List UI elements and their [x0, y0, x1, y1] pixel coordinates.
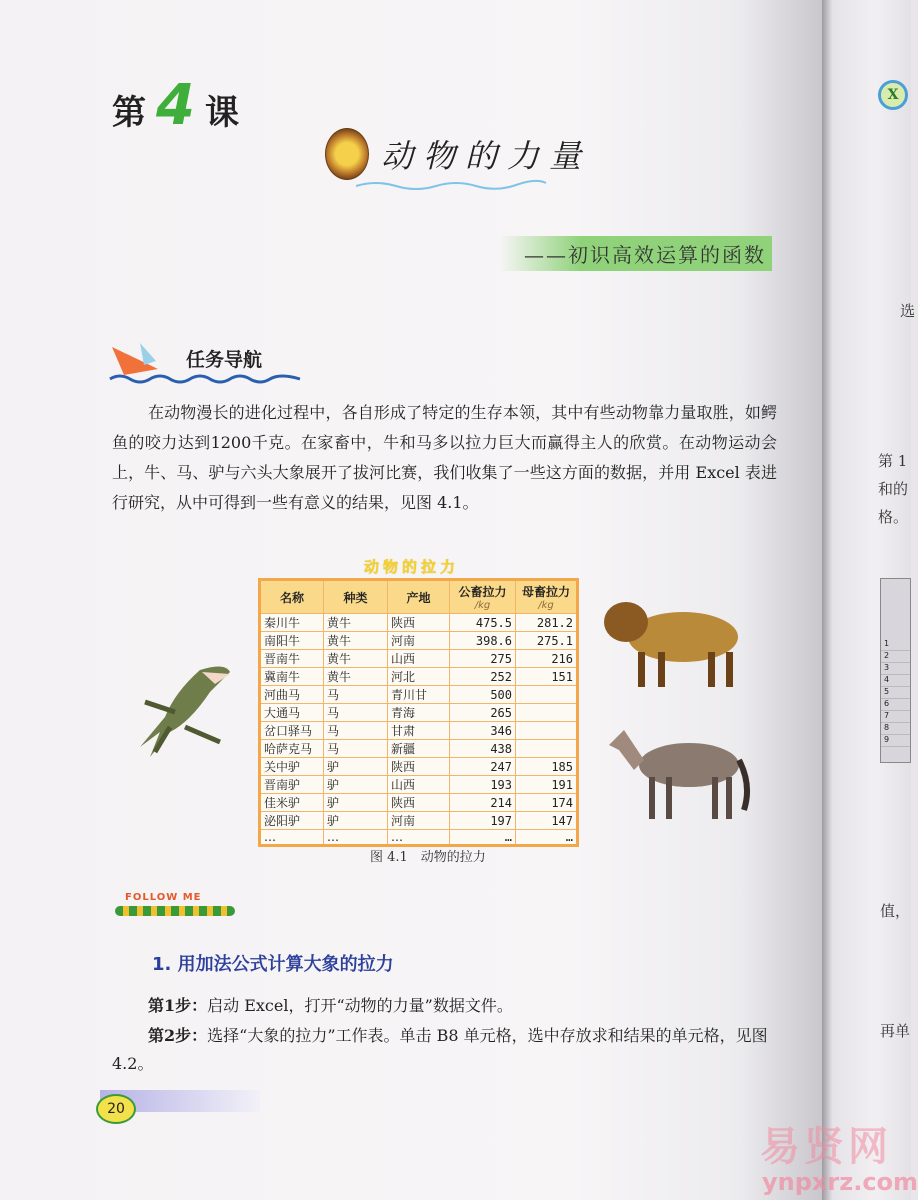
- step-label: 第1步：: [148, 996, 208, 1015]
- lesson-prefix: 第: [112, 93, 146, 133]
- table-cell: 马: [324, 686, 388, 704]
- right-page-text: 和的: [878, 480, 909, 498]
- table-row: [260, 704, 578, 722]
- table-cell: 马: [324, 722, 388, 740]
- row-number: 6: [881, 699, 910, 711]
- row-number: 4: [881, 675, 910, 687]
- table-cell: 185: [516, 758, 578, 776]
- task-navigation-header: [110, 335, 305, 385]
- table-cell: 438: [450, 740, 516, 758]
- table-row: [260, 632, 578, 650]
- table-cell: 大通马: [260, 704, 324, 722]
- table-cell: 新疆: [388, 740, 450, 758]
- table-cell: 214: [450, 794, 516, 812]
- table-cell: 甘肃: [388, 722, 450, 740]
- intro-paragraph: 在动物漫长的进化过程中，各自形成了特定的生存本领，其中有些动物靠力量取胜，如鳄鱼的咬力达到1200千克。在家畜中，牛和马多以拉力巨大而赢得主人的欣赏。在动物运动会上，牛、马、驴与六头大象展开了拔河比赛，我们收集了一些这方面的数据，并用 Excel 表进行研究，从中可得到一些有意义的结果，见图 4.1。: [112, 403, 777, 512]
- table-cell: 马: [324, 704, 388, 722]
- right-page-text: 再单: [880, 1022, 911, 1040]
- table-cell: 陕西: [388, 794, 450, 812]
- wave-decoration: [356, 180, 546, 190]
- page-number: 20: [96, 1094, 136, 1124]
- table-cell: 247: [450, 758, 516, 776]
- table-cell: 秦川牛: [260, 614, 324, 632]
- table-cell: …: [388, 830, 450, 846]
- table-cell: 泌阳驴: [260, 812, 324, 830]
- step-text: 选择“大象的拉力”工作表。单击 B8 单元格，选中存放求和结果的单元格，见图 4.2。: [112, 1026, 768, 1073]
- column-header-label: 公畜拉力: [458, 585, 507, 599]
- table-cell: 265: [450, 704, 516, 722]
- column-header-label: 产地: [406, 590, 431, 605]
- table-cell: 191: [516, 776, 578, 794]
- table-row: [260, 812, 578, 830]
- follow-me-badge: [115, 888, 240, 920]
- excel-icon: X: [878, 80, 908, 110]
- table-row: [260, 830, 578, 846]
- lesson-digit: 4: [156, 73, 195, 138]
- table-cell: [516, 722, 578, 740]
- row-number: 2: [881, 651, 910, 663]
- table-cell: 河南: [388, 812, 450, 830]
- title-text: 动物的力量: [381, 137, 592, 175]
- right-page-text: 选: [900, 302, 916, 320]
- table-cell: 青海: [388, 704, 450, 722]
- table-row: [260, 614, 578, 632]
- table-cell: 黄牛: [324, 632, 388, 650]
- right-page-text: 值，: [880, 902, 911, 920]
- table-cell: 151: [516, 668, 578, 686]
- table-cell: 驴: [324, 812, 388, 830]
- table-row: [260, 794, 578, 812]
- row-number: 9: [881, 735, 910, 747]
- table-cell: 青川甘: [388, 686, 450, 704]
- crocodile-image: [130, 662, 240, 762]
- step-2: [112, 1022, 777, 1078]
- table-cell: 黄牛: [324, 614, 388, 632]
- table-cell: 哈萨克马: [260, 740, 324, 758]
- right-page-text: 第 1: [878, 452, 908, 470]
- table-title: 动物的拉力: [364, 558, 460, 576]
- table-cell: 346: [450, 722, 516, 740]
- table-row: [260, 668, 578, 686]
- table-row: [260, 740, 578, 758]
- table-cell: 山西: [388, 650, 450, 668]
- step-1: [112, 992, 777, 1020]
- table-cell: 关中驴: [260, 758, 324, 776]
- step-text: 启动 Excel，打开“动物的力量”数据文件。: [207, 996, 513, 1015]
- column-unit: /kg: [538, 600, 554, 611]
- table-header-row: [260, 580, 578, 614]
- table-row: [260, 776, 578, 794]
- step-label: 第2步：: [148, 1026, 208, 1045]
- table-cell: …: [260, 830, 324, 846]
- column-header: [388, 580, 450, 614]
- grass-decoration: [115, 906, 235, 916]
- horse-image: [604, 715, 754, 825]
- table-cell: 河曲马: [260, 686, 324, 704]
- table-row: [260, 758, 578, 776]
- table-cell: 南阳牛: [260, 632, 324, 650]
- table-cell: 河北: [388, 668, 450, 686]
- table-cell: 275.1: [516, 632, 578, 650]
- follow-me-text: FOLLOW ME: [125, 892, 202, 903]
- table-cell: 275: [450, 650, 516, 668]
- table-body: [260, 614, 578, 846]
- table-cell: 马: [324, 740, 388, 758]
- column-header-label: 种类: [343, 590, 368, 605]
- lesson-suffix: 课: [204, 93, 239, 133]
- table-cell: 冀南牛: [260, 668, 324, 686]
- table-row: [260, 650, 578, 668]
- table-cell: 岔口驿马: [260, 722, 324, 740]
- column-header-label: 名称: [279, 590, 304, 605]
- figure-caption: 图 4.1 动物的拉力: [370, 850, 486, 865]
- table-cell: 398.6: [450, 632, 516, 650]
- column-header: [260, 580, 324, 614]
- row-number: 3: [881, 663, 910, 675]
- bull-image: [598, 592, 748, 692]
- table-cell: [516, 686, 578, 704]
- right-page-text: 格。: [878, 508, 909, 526]
- table-cell: 晋南牛: [260, 650, 324, 668]
- row-number: 5: [881, 687, 910, 699]
- table-cell: 河南: [388, 632, 450, 650]
- table-cell: 佳米驴: [260, 794, 324, 812]
- table-cell: 281.2: [516, 614, 578, 632]
- column-header-label: 母畜拉力: [521, 585, 570, 599]
- table-cell: 驴: [324, 758, 388, 776]
- table-cell: …: [516, 830, 578, 846]
- table-cell: 山西: [388, 776, 450, 794]
- table-cell: 驴: [324, 776, 388, 794]
- section-heading: 任务导航: [186, 349, 263, 371]
- table-cell: 252: [450, 668, 516, 686]
- table-cell: 陕西: [388, 758, 450, 776]
- lesson-title: [325, 128, 591, 180]
- table-cell: [516, 740, 578, 758]
- animal-pull-table: [258, 578, 579, 847]
- table-cell: 174: [516, 794, 578, 812]
- table-cell: …: [324, 830, 388, 846]
- table-cell: 500: [450, 686, 516, 704]
- lesson-number: [112, 73, 239, 138]
- lion-icon: [325, 128, 369, 180]
- table-cell: 193: [450, 776, 516, 794]
- row-number: 8: [881, 723, 910, 735]
- table-cell: …: [450, 830, 516, 846]
- table-row: [260, 686, 578, 704]
- row-number: 1: [881, 639, 910, 651]
- table-cell: [516, 704, 578, 722]
- table-cell: 216: [516, 650, 578, 668]
- table-cell: 147: [516, 812, 578, 830]
- table-cell: 197: [450, 812, 516, 830]
- table-cell: 驴: [324, 794, 388, 812]
- watermark-name: 易贤网: [760, 1124, 892, 1170]
- table-cell: 475.5: [450, 614, 516, 632]
- table-cell: 黄牛: [324, 650, 388, 668]
- row-number: 7: [881, 711, 910, 723]
- table-cell: 晋南驴: [260, 776, 324, 794]
- table-row: [260, 722, 578, 740]
- column-header: [516, 580, 578, 614]
- table-cell: 陕西: [388, 614, 450, 632]
- section-heading-1: 1. 用加法公式计算大象的拉力: [152, 954, 394, 975]
- lesson-subtitle: ——初识高效运算的函数: [500, 236, 772, 271]
- excel-screenshot-thumbnail: [880, 578, 911, 763]
- column-header: [450, 580, 516, 614]
- watermark-url: ynpxrz.com: [762, 1168, 918, 1196]
- column-header: [324, 580, 388, 614]
- column-unit: /kg: [474, 600, 491, 611]
- table-cell: 黄牛: [324, 668, 388, 686]
